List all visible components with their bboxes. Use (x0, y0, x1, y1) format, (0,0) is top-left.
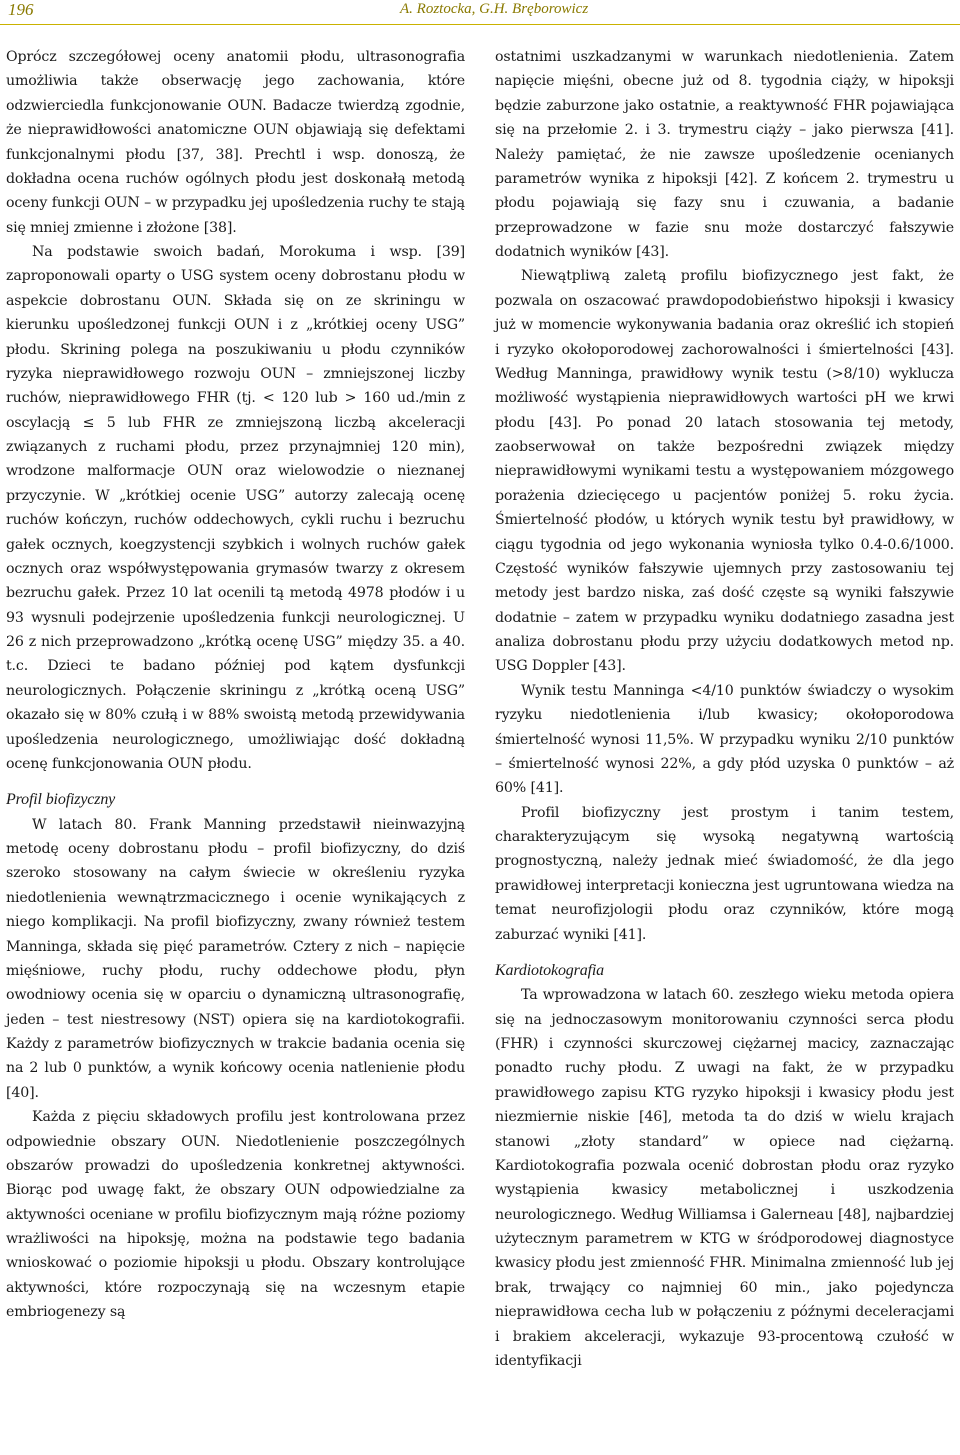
paragraph: Wynik testu Manninga <4/10 punktów świadczy o wysokim ryzyku niedotlenienia i/lub kwasicy; okołoporodowa śmiertelność wynosi 11,5%. W przypadku wyniku 2/10 punktów – śmiertelność wynosi 22%, a gdy płód uzyska 0 punktów – aż 60% [41]. (495, 682, 954, 797)
paragraph: Profil biofizyczny jest prostym i tanim testem, charakteryzującym się wysoką negatywną wartością prognostyczną, należy jednak mieć świadomość, że dla jego prawidłowej interpretacji konieczna jest ugruntowana wiedza na temat neurofizjologii płodu oraz czynników, które mogą zaburzać wyniki [41]. (495, 804, 954, 943)
page-header (0, 0, 960, 24)
paragraph: Oprócz szczegółowej oceny anatomii płodu, ultrasonografia umożliwia także obserwację jego zachowania, które odzwierciedla funkcjonowanie OUN. Badacze twierdzą zgodnie, że nieprawidłowości anatomiczne OUN objawiają się defektami funkcjonalnymi płodu [37, 38]. Prechtl i wsp. donoszą, że dokładna ocena ruchów ogólnych płodu jest doskonałą metodą oceny funkcji OUN – w przypadku jej upośledzenia ruchy te stają się mniej zmienne i złożone [38]. (6, 49, 465, 236)
paragraph: Na podstawie swoich badań, Morokuma i wsp. [39] zaproponowali oparty o USG system oceny dobrostanu płodu w aspekcie dobrostanu OUN. Składa się on ze skriningu w kierunku upośledzonej funkcji OUN i z „krótkiej oceny USG” płodu. Skrining polega na poszukiwaniu u płodu czynników ryzyka nieprawidłowego rozwoju OUN – zmniejszonej liczby ruchów, nieprawidłowego FHR (tj. < 120 lub > 160 ud./min z oscylacją ≤ 5 lub FHR ze zmniejszoną liczbą akceleracji związanych z ruchami płodu, przez przynajmniej 120 min), wrodzone malformacje OUN oraz wielowodzie o nieznanej przyczynie. W „krótkiej ocenie USG” autorzy zalecają ocenę ruchów kończyn, ruchów oddechowych, cykli ruchu i bezruchu gałek ocznych, koegzystencji szybkich i wolnych ruchów gałek ocznych oraz współwystępowania grymasów twarzy z okresem bezruchu gałek. Przez 10 lat ocenili tą metodą 4978 płodów i u 93 wysnuli podejrzenie upośledzenia funkcji neurologicznej. U 26 z nich przeprowadzono „krótką ocenę USG” między 35. a 40. t.c. Dzieci te badano później pod kątem dysfunkcji neurologicznych. Połączenie skriningu z „krótką oceną USG” okazało się w 80% czułą i w 88% swoistą metodą przewidywania upośledzenia neurologicznego, umożliwiając dość dokładną ocenę funkcjonowania OUN płodu. (6, 244, 465, 772)
paragraph: Każda z pięciu składowych profilu jest kontrolowana przez odpowiednie obszary OUN. Niedotlenienie poszczególnych obszarów prowadzi do upośledzenia konkretnej aktywności. Biorąc pod uwagę fakt, że obszary OUN odpowiedzialne za aktywności oceniane w profilu biofizycznym mają różne poziomy wrażliwości na hipoksję, można na podstawie tego badania wnioskować o poziomie hipoksji u płodu. Obszary kontrolujące aktywności, które rozpoczynają się na wczesnym etapie embriogenezy są (6, 1109, 465, 1321)
section-heading: Kardiotokografia (495, 961, 605, 979)
left-column (6, 45, 465, 1325)
paragraph: W latach 80. Frank Manning przedstawił nieinwazyjną metodę oceny dobrostanu płodu – profil biofizyczny, do dziś szeroko stosowany na całym świecie w określeniu ryzyka niedotlenienia wewnątrzmacicznego i ocenie wynikających z niego komplikacji. Na profil biofizyczny, zwany również testem Manninga, składa się pięć parametrów. Cztery z nich – napięcie mięśniowe, ruchy płodu, ruchy oddechowe płodu, płyn owodniowy ocenia się w oparciu o dynamiczną ultrasonografię, jeden – test niestresowy (NST) opiera się na kardiotokografii. Każdy z parametrów biofizycznych w trakcie badania ocenia się na 2 lub 0 punktów, a wynik końcowy ocenia natlenienie płodu [40]. (6, 816, 465, 1101)
running-head: A. Roztocka, G.H. Bręborowicz (400, 1, 589, 17)
paragraph: ostatnimi uszkadzanymi w warunkach niedotlenienia. Zatem napięcie mięśni, obecne już od 8. tygodnia ciąży, w hipoksji będzie zaburzone jako ostatnie, a reaktywność FHR pojawiająca się na przełomie 2. i 3. trymestru ciąży – jako pierwsza [41]. Należy pamiętać, że nie zawsze upośledzenie ocenianych parametrów wynika z hipoksji [42]. Z końcem 2. trymestru u płodu pojawiają się fazy snu i czuwania, a badanie przeprowadzone w fazie snu może dostarczyć fałszywie dodatnich wyników [43]. (495, 49, 954, 260)
page-number: 196 (8, 0, 34, 19)
paragraph: Ta wprowadzona w latach 60. zeszłego wieku metoda opiera się na jednoczasowym monitorowaniu czynności serca płodu (FHR) i czynności skurczowej ciężarnej macicy, zaznaczając ponadto ruchy płodu. Z uwagi na fakt, że w przypadku prawidłowego zapisu KTG ryzyko hipoksji i kwasicy płodu jest niezmiernie niskie [46], metoda ta do dziś w wielu krajach stanowi „złoty standard” w opiece nad ciężarną. Kardiotokografia pozwala ocenić dobrostan płodu oraz ryzyko wystąpienia kwasicy metabolicznej i uszkodzenia neurologicznego. Według Williamsa i Galerneau [48], najbardziej użytecznym parametrem w KTG w śródporodowej diagnostyce kwasicy płodu jest zmienność FHR. Minimalna zmienność lub jej brak, trwający co najmniej 60 min., jako pojedyncza nieprawidłowa cecha lub w połączeniu z późnymi deceleracjami i brakiem akceleracji, wykazuje 93-procentową czułość w identyfikacji (495, 987, 954, 1369)
section-heading: Profil biofizyczny (6, 791, 116, 809)
right-column (495, 45, 954, 1373)
paragraph: Niewątpliwą zaletą profilu biofizycznego jest fakt, że pozwala on oszacować prawdopodobieństwo hipoksji i kwasicy już w momencie wykonywania badania oraz określić ich stopień i ryzyko okołoporodowej zachorowalności i śmiertelności [43]. Według Manninga, prawidłowy wynik testu (>8/10) wyklucza możliwość wystąpienia nieprawidłowych wartości pH we krwi płodu [43]. Po ponad 20 latach stosowania tej metody, zaobserwował on także bezpośredni związek między nieprawidłowymi wynikami testu a występowaniem mózgowego porażenia dziecięcego u pacjentów poniżej 5. roku życia. Śmiertelność płodów, u których wynik testu był prawidłowy, w ciągu tygodnia od jego wykonania wyniosła tylko 0.4-0.6/1000. Częstość wyników fałszywie ujemnych przy zastosowaniu tej metody jest bardzo niska, zaś dość częste są wyniki fałszywie dodatnie – zatem w przypadku wyniku dodatniego zasadna jest analiza dobrostanu płodu przy użyciu dodatkowych metod np. USG Doppler [43]. (495, 268, 954, 675)
header-rule (0, 24, 960, 25)
